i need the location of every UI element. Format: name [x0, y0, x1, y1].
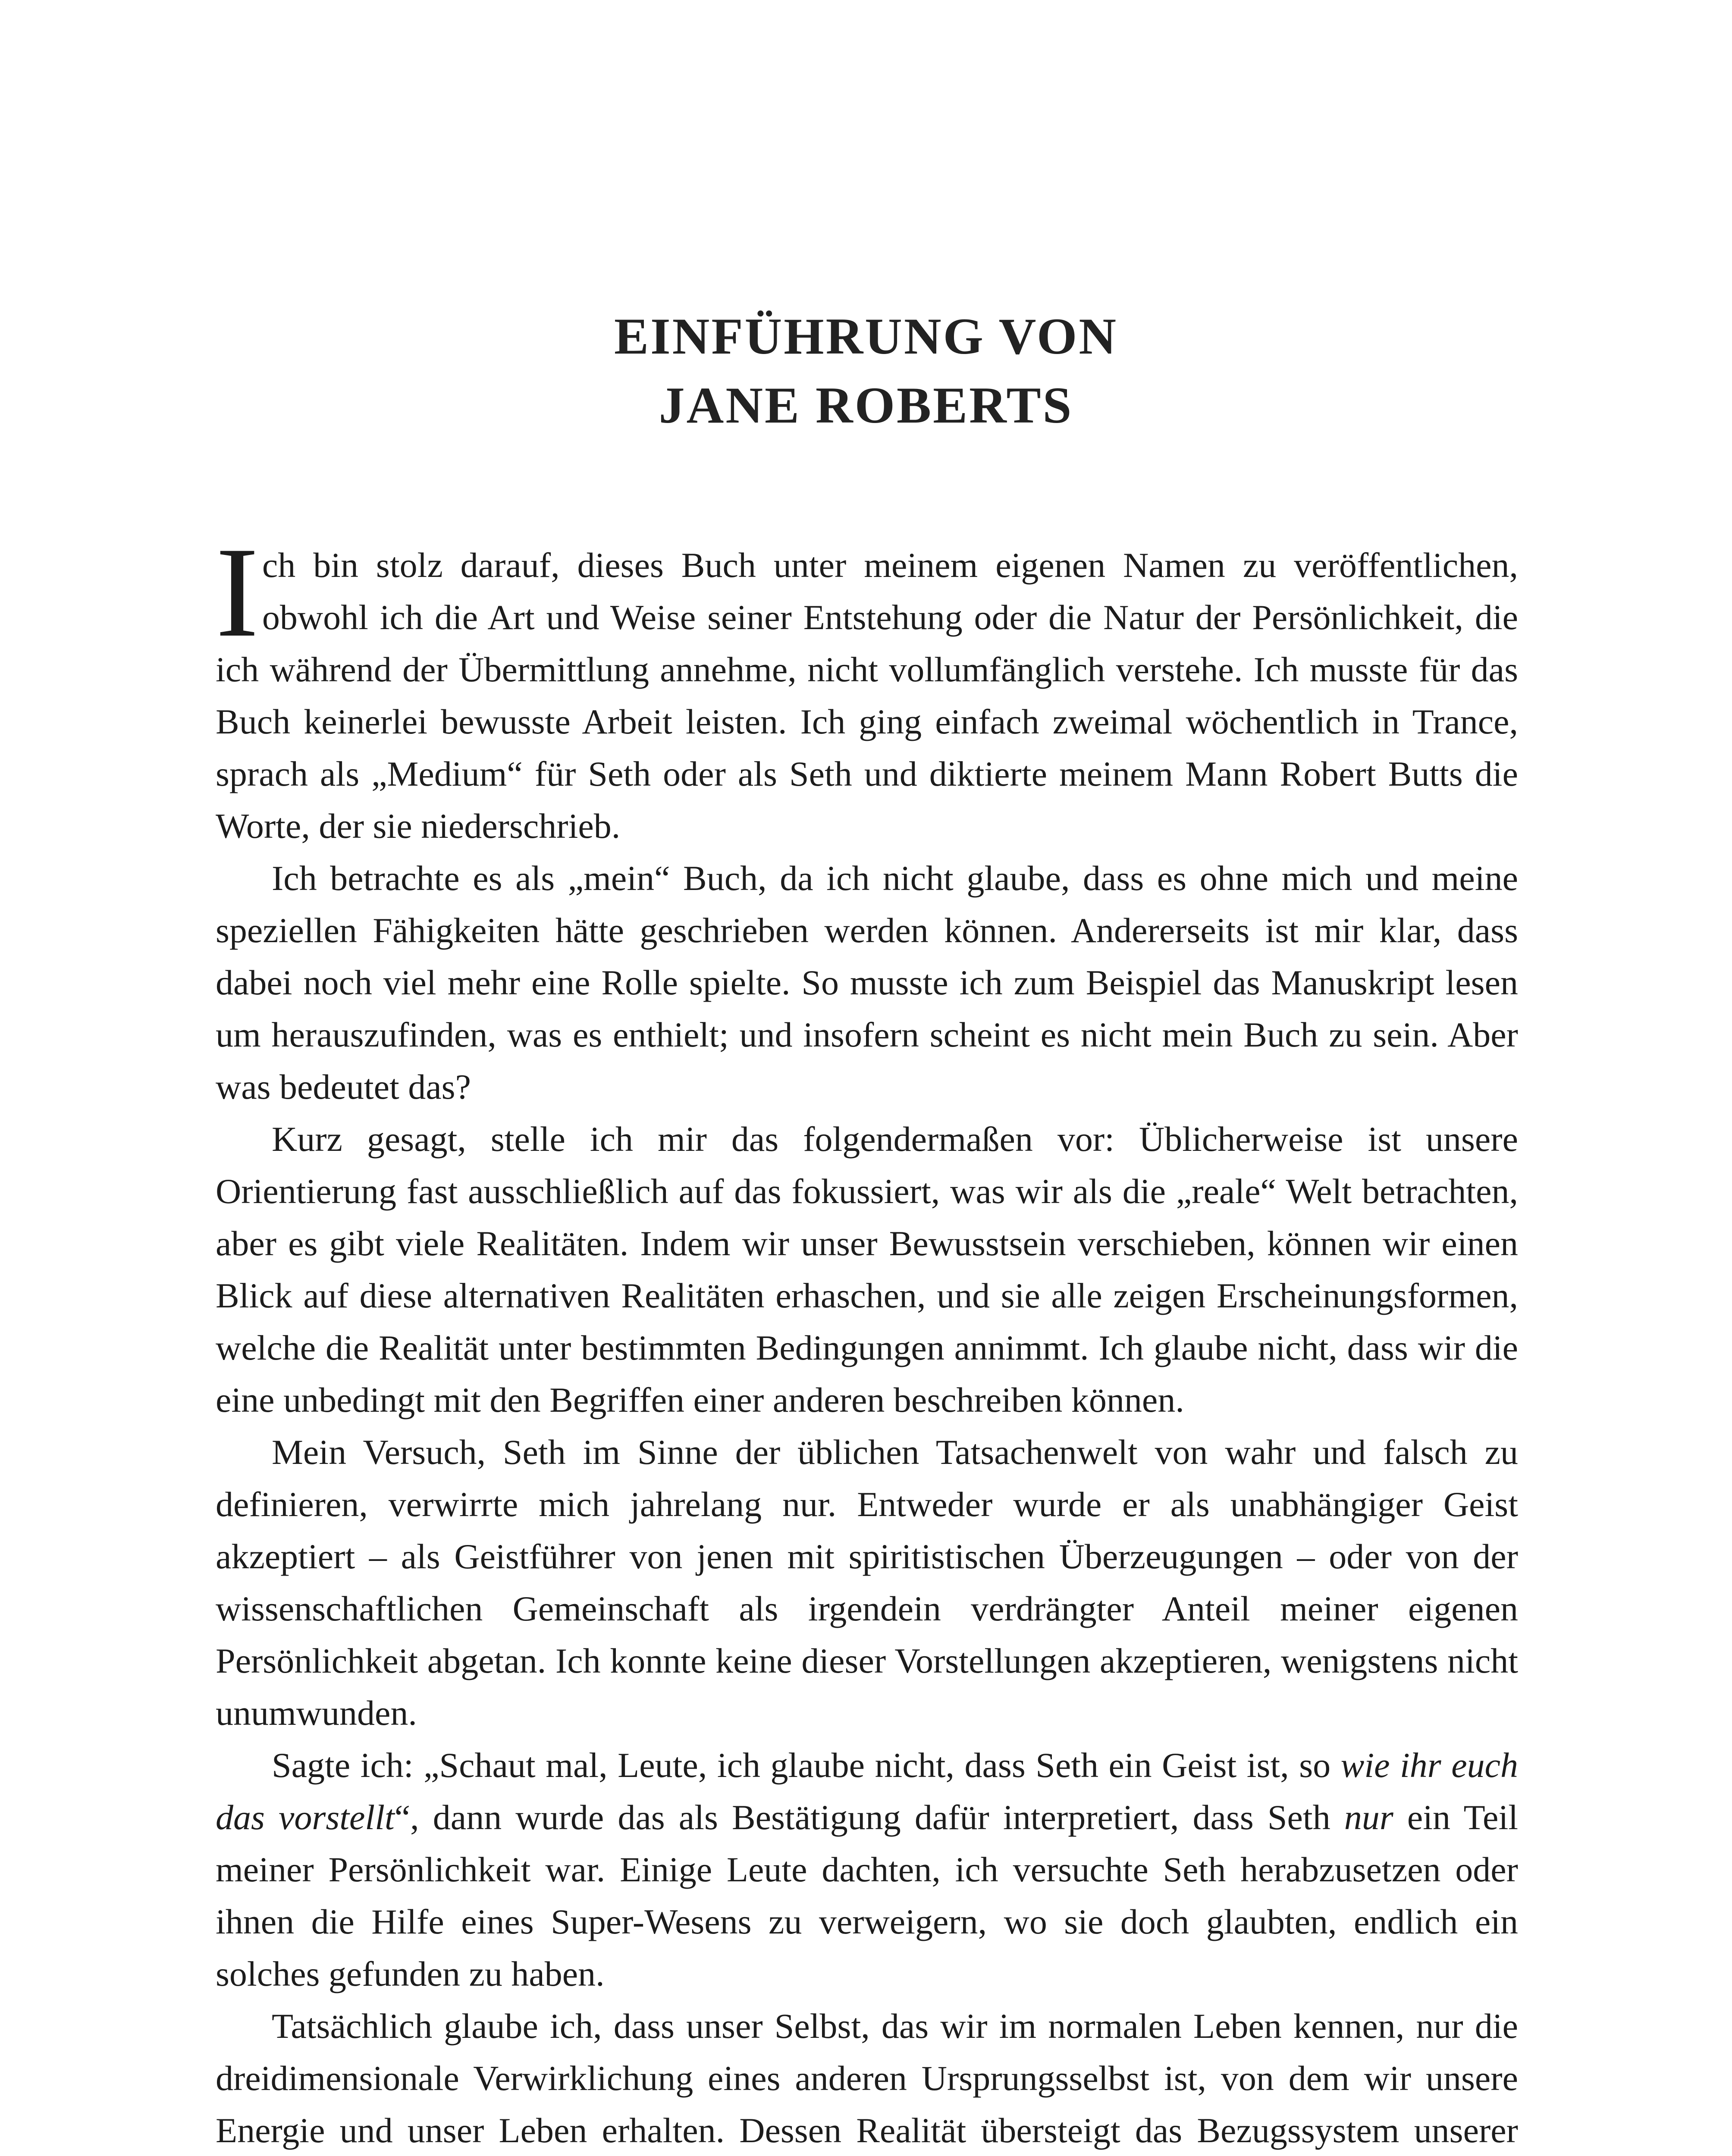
paragraph-5-italic-2: nur [1344, 1798, 1393, 1837]
paragraph-5-part-1: Sagte ich: „Schaut mal, Leute, ich glaube nicht, dass Seth ein Geist ist, so [272, 1745, 1341, 1785]
drop-cap: I [216, 520, 259, 664]
paragraph-1 [216, 520, 1518, 852]
paragraph-1-text: ch bin stolz darauf, dieses Buch unter meinem eigenen Namen zu veröffentlichen, obwohl ich die Art und Weise seiner Entstehung oder die Natur der Persönlichkeit, die ich während der Übermittlung annehme, nicht vollumfänglich verstehe. Ich musste für das Buch keinerlei bewusste Arbeit leisten. Ich ging einfach zweimal wöchentlich in Trance, sprach als „Medium“ für Seth oder als Seth und diktierte meinem Mann Robert Butts die Worte, der sie niederschrieb. [216, 545, 1518, 846]
paragraph-5-part-2: “, dann wurde das als Bestätigung dafür interpretiert, dass Seth [394, 1798, 1344, 1837]
chapter-heading-line-2: JANE ROBERTS [659, 376, 1073, 434]
body-text [216, 520, 1519, 2156]
paragraph-4: Mein Versuch, Seth im Sinne der üblichen Tatsachenwelt von wahr und falsch zu definieren, verwirrte mich jahrelang nur. Entweder wurde er als unabhängiger Geist akzeptiert – als Geistführer von jenen mit spiritistischen Überzeugungen – oder von der wissenschaftlichen Gemeinschaft als irgendein verdrängter Anteil meiner eigenen Persönlichkeit abgetan. Ich konnte keine dieser Vorstellungen akzeptieren, wenigstens nicht unumwunden. [216, 1432, 1518, 1733]
paragraph-5 [216, 1739, 1518, 2000]
paragraph-6: Tatsächlich glaube ich, dass unser Selbst, das wir im normalen Leben kennen, nur die dreidimensionale Verwirklichung eines anderen Ursprungsselbst ist, von dem wir unsere Energie und unser Leben erhalten. Dessen Realität übersteigt das Bezugssystem unserer [216, 2006, 1518, 2150]
paragraph-5-italic-1: wie ihr euch das vorstellt [216, 1745, 1519, 1837]
paragraph-2: Ich betrachte es als „mein“ Buch, da ich nicht glaube, dass es ohne mich und meine speziellen Fähigkeiten hätte geschrieben werden können. Andererseits ist mir klar, dass dabei noch viel mehr eine Rolle spielte. So musste ich zum Beispiel das Manuskript lesen um herauszufinden, was es enthielt; und insofern scheint es nicht mein Buch zu sein. Aber was bedeutet das? [216, 859, 1518, 1106]
paragraph-5-part-3: ein Teil meiner Persönlichkeit war. Einige Leute dachten, ich versuchte Seth herabzusetzen oder ihnen die Hilfe eines Super-Wesens zu verweigern, wo sie doch glaubten, endlich ein solches gefunden zu haben. [216, 1798, 1519, 1993]
chapter-heading [0, 302, 1732, 440]
chapter-heading-line-1: EINFÜHRUNG VON [614, 307, 1118, 365]
paragraph-3: Kurz gesagt, stelle ich mir das folgendermaßen vor: Üblicherweise ist unsere Orientierung fast ausschließlich auf das fokussiert, was wir als die „reale“ Welt betrachten, aber es gibt viele Realitäten. Indem wir unser Bewusstsein verschieben, können wir einen Blick auf diese alternativen Realitäten erhaschen, und sie alle zeigen Erscheinungsformen, welche die Realität unter bestimmten Bedingungen annimmt. Ich glaube nicht, dass wir die eine unbedingt mit den Begriffen einer anderen beschreiben können. [216, 1119, 1518, 1420]
